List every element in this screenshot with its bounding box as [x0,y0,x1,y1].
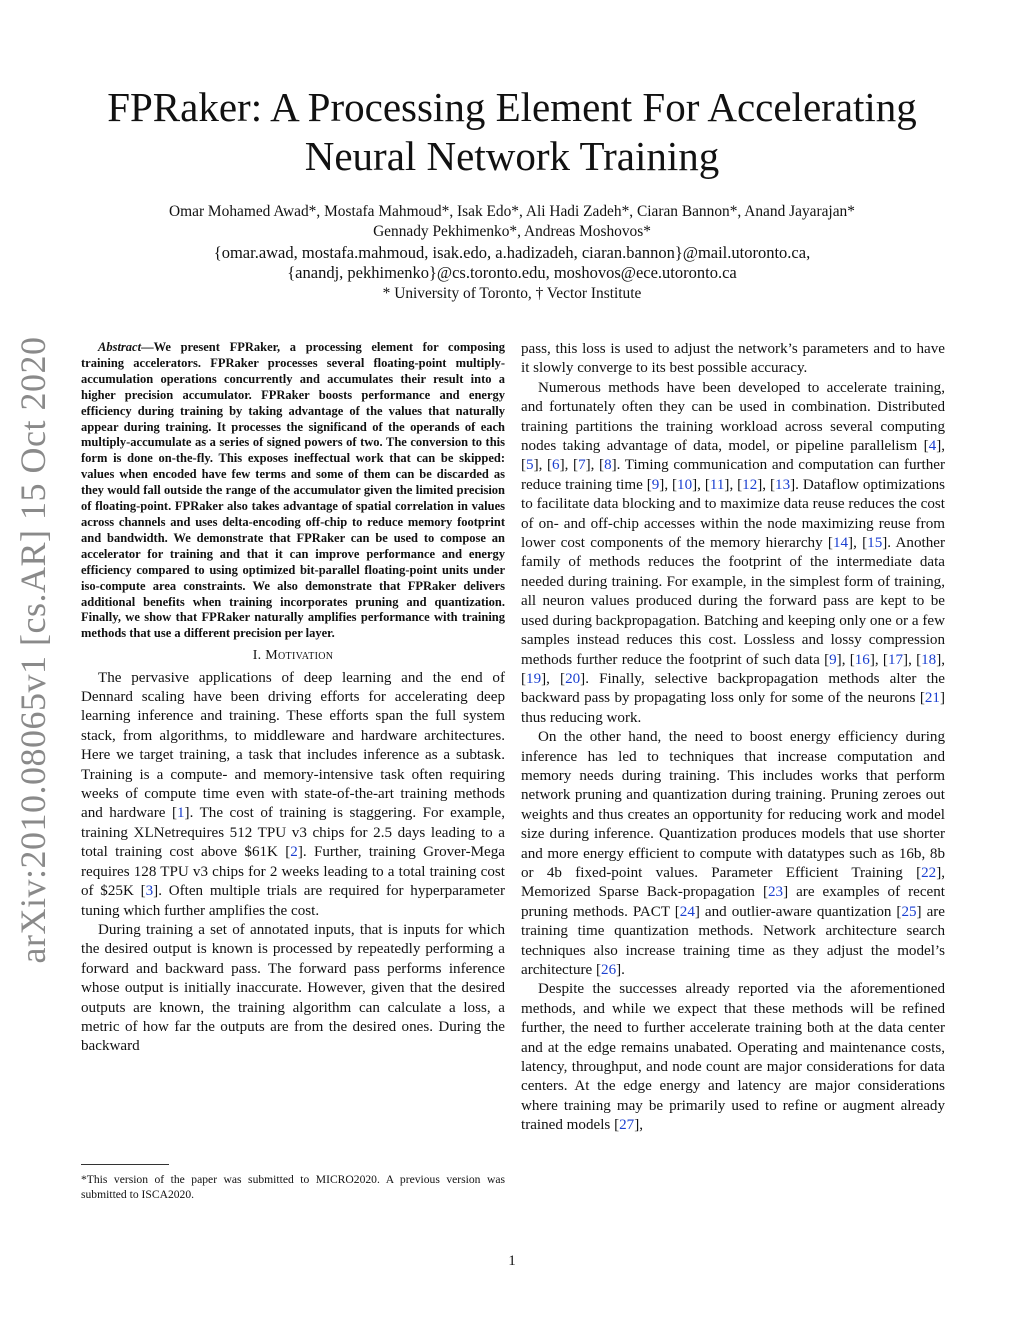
citation-link[interactable]: 13 [775,476,791,493]
citation-link[interactable]: 26 [601,962,617,978]
footnote: *This version of the paper was submitted to MICRO2020. A previous version was submitted to ISCA2020. [81,1173,505,1201]
right-column [521,340,945,1136]
citation-link[interactable]: 24 [679,903,695,920]
abstract-label: Abstract [98,340,142,354]
citation-link[interactable]: 25 [901,903,917,920]
page-number: 1 [508,1253,516,1269]
footnote-divider [81,1164,169,1165]
citation-link[interactable]: 17 [887,651,904,668]
citation-link[interactable]: 23 [767,884,784,901]
citation-link[interactable]: 9 [829,651,837,668]
citation-link[interactable]: 15 [867,535,883,552]
citation-link[interactable]: 16 [854,651,870,668]
section-heading [81,646,505,665]
section-title: Motivation [265,648,334,664]
citation-link[interactable]: 11 [709,476,725,493]
affiliations: * University of Toronto, † Vector Institute [382,284,642,302]
emails-line-1: {omar.awad, mostafa.mahmoud, isak.edo, a.hadizadeh, ciaran.bannon}@mail.utoronto.ca, [213,242,811,262]
body-paragraph: Numerous methods have been developed to accelerate training, and fortunately often they can be used in combination. Distributed training partitions the training workload across several computing nodes taking advantage of data, model, or pipeline parallelism [4], [5], [6], [7], [8]. Timing communication and computation can further reduce training time [9], [10], [11], [12], [13]. Dataflow optimizations to facilitate data blocking and to maximize data reuse reduces the cost of on- and off-chip accesses within the node maximizing reuse from lower cost components of the memory hierarchy [14], [15]. Another family of methods reduces the footprint of the intermediate data needed during training. For example, in the simplest form of training, all neuron values produced during the forward pass are kept to be used during backpropagation. Batching and keeping only one or a few samples instead reduces this cost. Lossless and lossy compression methods further reduce the footprint of such data [9], [16], [17], [18], [19], [20]. Finally, selective backpropagation methods alter the backward pass by propagating loss only for some of the neurons [21] thus reducing work. [521,379,946,726]
arxiv-identifier: arXiv:2010.08065v1 [cs.AR] 15 Oct 2020 [13,336,53,964]
body-paragraph: On the other hand, the need to boost energy efficiency during inference has led to techniques that increase computation and memory needs during training. This includes works that perform network pruning and quantization during training. Pruning zeroes out weights and thus creates an opportunity for reducing work and model size during inference. Quantization produces models that use shorter and more energy efficient to compute with datatypes such as 16b, 8b or 4b fixed-point values. Parameter Efficient Training [22], Memorized Sparse Back-propagation [23] are examples of recent pruning methods. PACT [24] and outlier-aware quantization [25] are training time quantization methods. Network architecture search techniques also increase training time as they adjust the model’s architecture [26]. [521,729,945,978]
citation-link[interactable]: 14 [832,535,849,552]
paper-title [0,83,1024,181]
citation-link[interactable]: 12 [742,476,758,493]
citation-link[interactable]: 1 [176,805,185,822]
citation-link[interactable]: 18 [921,651,937,668]
citation-link[interactable]: 6 [552,457,560,474]
arxiv-sidebar [8,336,58,964]
citation-link[interactable]: 9 [651,476,660,493]
emails-line-2: {anandj, pekhimenko}@cs.toronto.edu, moshovos@ece.utoronto.ca [287,263,737,283]
body-paragraph: Despite the successes already reported via the aforementioned methods, and while we expect that these methods will be refined further, the need to further accelerate training both at the data center and at the edge remains unabated. Operating and maintenance costs, latency, throughput, and node count are major considerations for data centers. At the edge energy and latency are major considerations where training may be primarily used to refine or augment already trained models [27], [521,981,945,1134]
abstract-text: —We present FPRaker, a processing element for composing training accelerators. FPRaker processes several floating-point multiply-accumulation operations concurrently and accumulates their result into a higher precision accumulator. FPRaker boosts performance and energy efficiency during training by taking advantage of the values that naturally appear during training. It processes the significand of the operands of each multiply-accumulate as a series of signed powers of two. The conversion to this form is done on-the-fly. This exposes ineffectual work that can be skipped: values when encoded have few terms and some of them can be discarded as they would fall outside the range of the accumulator given the limited precision of floating-point. FPRaker also takes advantage of spatial correlation in values across channels and uses delta-encoding off-chip to reduce memory footprint and bandwidth. We demonstrate that FPRaker can be used to compose an accelerator for training and that it can improve performance and energy efficiency compared to using optimized bit-parallel floating-point units under iso-compute area constraints. We also demonstrate that FPRaker delivers additional benefits when training incorporates pruning and quantization. Finally, we show that FPRaker naturally amplifies performance with training methods that use a different precision per layer. [81,340,505,641]
title-line-2: Neural Network Training [304,133,720,179]
citation-link[interactable]: 5 [526,457,534,474]
body-paragraph: The pervasive applications of deep learning and the end of Dennard scaling have been driving efforts for accelerating deep learning inference and training. These efforts span the full system stack, from algorithms, to middleware and hardware architectures. Here we target training, a task that includes inference as a subtask. Training is a compute- and memory-intensive task often requiring weeks of compute time even with state-of-the-art training methods and hardware [1]. The cost of training is staggering. For example, training XLNetrequires 512 TPU v3 chips for 2.5 days leading to a total training cost above $61K [2]. Further, training Grover-Mega requires 128 TPU v3 chips for 2 weeks leading to a total training cost of $25K [3]. Often multiple trials are required for hyperparameter tuning which further amplifies the cost. [81,669,505,919]
citation-link[interactable]: 4 [928,438,937,455]
citation-link[interactable]: 21 [924,690,940,707]
author-block [0,202,1024,304]
left-column [81,340,505,1057]
title-line-1: FPRaker: A Processing Element For Accelerating [107,84,917,130]
citation-link[interactable]: 8 [604,457,612,474]
abstract [81,340,505,642]
citation-link[interactable]: 7 [578,457,586,474]
citation-link[interactable]: 19 [526,670,542,687]
body-paragraph: During training a set of annotated inputs, that is inputs for which the desired output is known is processed by repeatedly performing a forward and backward pass. The forward pass performs inference whose output is initially inaccurate. However, given that the desired outputs are known, the training algorithm can calculate a loss, a metric of how far the outputs are from the desired ones. During the backward [81,921,505,1055]
citation-link[interactable]: 27 [619,1117,635,1134]
section-number: I. [252,648,262,664]
citation-link[interactable]: 20 [565,670,581,687]
citation-link[interactable]: 10 [677,476,693,493]
citation-link[interactable]: 3 [145,883,154,900]
authors-line-1: Omar Mohamed Awad*, Mostafa Mahmoud*, Isak Edo*, Ali Hadi Zadeh*, Ciaran Bannon*, Anand Jayarajan* [169,203,855,220]
authors-line-2: Gennady Pekhimenko*, Andreas Moshovos* [373,223,651,241]
citation-link[interactable]: 22 [921,864,937,881]
body-paragraph: pass, this loss is used to adjust the network’s parameters and to have it slowly converge to its best possible accuracy. [521,341,945,377]
citation-link[interactable]: 2 [290,844,298,861]
